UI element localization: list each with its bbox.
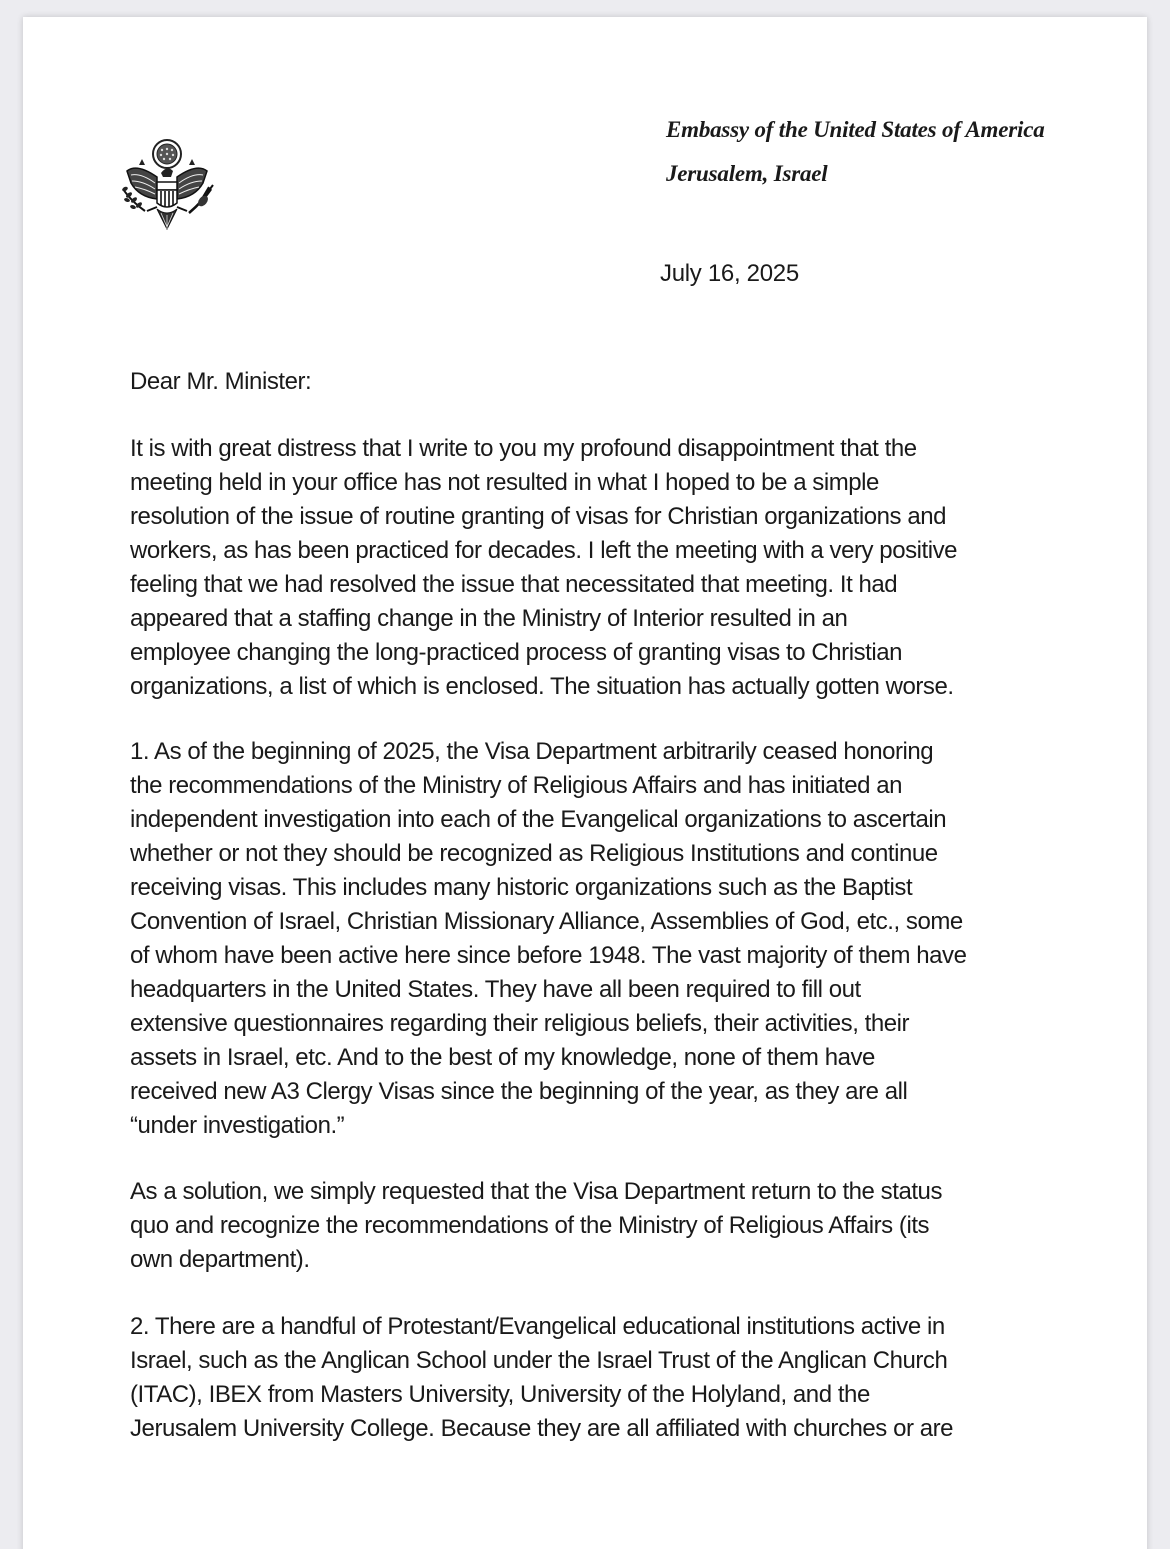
paragraph-item-2 — [130, 1310, 1090, 1446]
text-line: workers, as has been practiced for decades. I left the meeting with a very positive — [130, 537, 958, 564]
text-line: of whom have been active here since before 1948. The vast majority of them have — [130, 942, 967, 969]
paragraph-solution — [130, 1175, 1090, 1277]
text-line: As a solution, we simply requested that the Visa Department return to the status — [130, 1178, 943, 1205]
paragraph-item-1 — [130, 735, 1090, 1143]
text-line: resolution of the issue of routine granting of visas for Christian organizations and — [130, 503, 947, 530]
salutation-text: Dear Mr. Minister: — [130, 368, 312, 395]
text-line: whether or not they should be recognized as Religious Institutions and continue — [130, 840, 938, 867]
salutation — [130, 365, 1090, 399]
text-line: (ITAC), IBEX from Masters University, University of the Holyland, and the — [130, 1381, 870, 1408]
text-line: quo and recognize the recommendations of the Ministry of Religious Affairs (its — [130, 1212, 930, 1239]
text-line: receiving visas. This includes many historic organizations such as the Baptist — [130, 874, 913, 901]
embassy-location: Jerusalem, Israel — [666, 161, 828, 186]
letter-page — [23, 17, 1147, 1549]
text-line: Jerusalem University College. Because they are all affiliated with churches or are — [130, 1415, 954, 1442]
text-line: received new A3 Clergy Visas since the beginning of the year, as they are all — [130, 1078, 908, 1105]
text-line: Israel, such as the Anglican School under the Israel Trust of the Anglican Church — [130, 1347, 948, 1374]
text-line: Convention of Israel, Christian Missionary Alliance, Assemblies of God, etc., some — [130, 908, 963, 935]
text-line: employee changing the long-practiced process of granting visas to Christian — [130, 639, 903, 666]
text-line: own department). — [130, 1246, 310, 1273]
text-line: appeared that a staffing change in the Ministry of Interior resulted in an — [130, 605, 848, 632]
text-line: 1. As of the beginning of 2025, the Visa Department arbitrarily ceased honoring — [130, 738, 934, 765]
text-line: the recommendations of the Ministry of Religious Affairs and has initiated an — [130, 772, 903, 799]
embassy-name: Embassy of the United States of America — [666, 117, 1045, 142]
text-line: “under investigation.” — [130, 1112, 345, 1139]
paragraph-intro — [130, 432, 1090, 704]
text-line: feeling that we had resolved the issue that necessitated that meeting. It had — [130, 571, 898, 598]
text-line: assets in Israel, etc. And to the best of my knowledge, none of them have — [130, 1044, 875, 1071]
text-line: headquarters in the United States. They have all been required to fill out — [130, 976, 861, 1003]
text-line: organizations, a list of which is enclosed. The situation has actually gotten worse. — [130, 673, 954, 700]
text-line: meeting held in your office has not resulted in what I hoped to be a simple — [130, 469, 879, 496]
text-line: independent investigation into each of the Evangelical organizations to ascertain — [130, 806, 947, 833]
text-line: extensive questionnaires regarding their religious beliefs, their activities, their — [130, 1010, 910, 1037]
great-seal-icon — [117, 137, 217, 239]
letter-date: July 16, 2025 — [660, 260, 799, 287]
text-line: It is with great distress that I write to you my profound disappointment that the — [130, 435, 917, 462]
text-line: 2. There are a handful of Protestant/Evangelical educational institutions active in — [130, 1313, 945, 1340]
